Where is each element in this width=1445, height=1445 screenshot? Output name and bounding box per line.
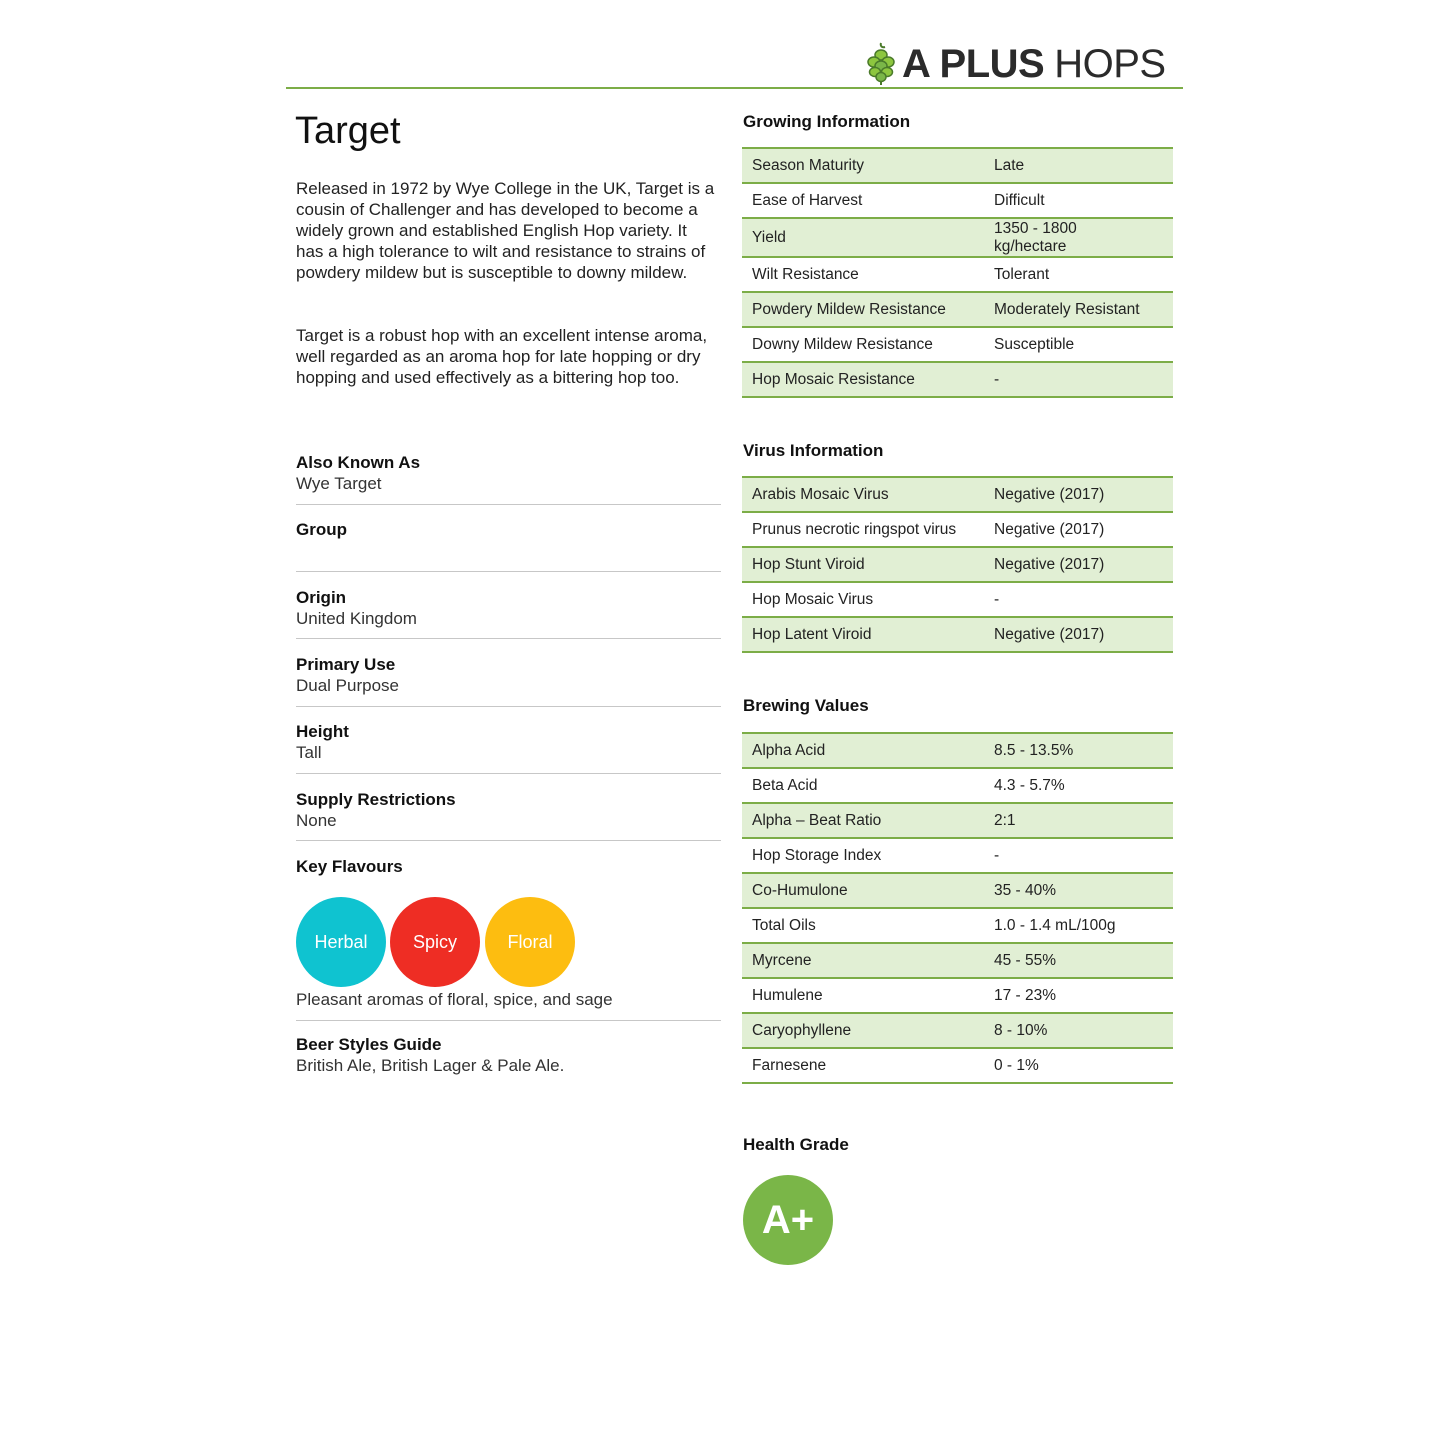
row-value: 4.3 - 5.7% (994, 776, 1065, 794)
row-value: Moderately Resistant (994, 300, 1140, 318)
row-key: Prunus necrotic ringspot virus (752, 520, 957, 538)
brand-logo (864, 38, 1166, 90)
row-value: Difficult (994, 191, 1045, 209)
flavour-note (296, 989, 721, 1010)
flavour-badge-spicy: Spicy (390, 897, 480, 987)
row-key: Powdery Mildew Resistance (752, 300, 946, 318)
table-row (742, 478, 1173, 513)
table-row (742, 874, 1173, 909)
row-value: 2:1 (994, 811, 1016, 829)
flavour-badge-herbal: Herbal (296, 897, 386, 987)
table-row (742, 328, 1173, 363)
table-row (742, 769, 1173, 804)
row-key: Arabis Mosaic Virus (752, 485, 889, 503)
field-label: Also Known As (296, 453, 421, 472)
health-grade-badge: A+ (743, 1175, 833, 1265)
row-value: - (994, 590, 1000, 608)
brewing-values-table (742, 732, 1173, 1084)
table-row (742, 1014, 1173, 1049)
field-label: Beer Styles Guide (296, 1035, 442, 1054)
row-value: Negative (2017) (994, 520, 1105, 538)
field-value: Dual Purpose (296, 676, 400, 695)
table-row (742, 1049, 1173, 1084)
field-value: Tall (296, 743, 322, 762)
field-value: British Ale, British Lager & Pale Ale. (296, 1056, 565, 1075)
field-label: Key Flavours (296, 857, 403, 876)
field-label: Origin (296, 588, 347, 607)
row-key: Co-Humulone (752, 881, 848, 899)
table-row (742, 219, 1173, 258)
field-value: Pleasant aromas of floral, spice, and sage (296, 990, 613, 1009)
description-paragraph-1: Released in 1972 by Wye College in the UK, Target is a cousin of Challenger and has developed to become a widely grown and established English Hop variety. It has a high tolerance to wilt and resistance to strains of powdery mildew but is susceptible to downy mildew. (296, 179, 715, 282)
row-value: Negative (2017) (994, 485, 1105, 503)
row-value: 8.5 - 13.5% (994, 741, 1074, 759)
table-row (742, 363, 1173, 398)
table-row (742, 513, 1173, 548)
table-row (742, 979, 1173, 1014)
group-field (296, 519, 721, 540)
table-row (742, 944, 1173, 979)
table-row (742, 184, 1173, 219)
row-key: Alpha – Beat Ratio (752, 811, 882, 829)
field-divider (296, 638, 721, 639)
beer-styles-field (296, 1034, 721, 1076)
row-value: - (994, 846, 1000, 864)
brand-name-light: HOPS (1054, 41, 1166, 86)
row-key: Beta Acid (752, 776, 818, 794)
primary-use-field (296, 654, 721, 696)
field-value: None (296, 811, 337, 830)
table-row (742, 258, 1173, 293)
brand-name-bold: A PLUS (902, 41, 1045, 86)
row-key: Farnesene (752, 1056, 827, 1074)
row-value: Negative (2017) (994, 625, 1105, 643)
field-label: Group (296, 520, 347, 539)
table-row (742, 909, 1173, 944)
row-value: - (994, 370, 1000, 388)
row-value: 35 - 40% (994, 881, 1057, 899)
row-value: 45 - 55% (994, 951, 1057, 969)
row-key: Hop Mosaic Virus (752, 590, 874, 608)
table-row (742, 734, 1173, 769)
key-flavours-field (296, 856, 721, 877)
hop-cone-icon (864, 41, 898, 87)
field-divider (296, 706, 721, 707)
row-key: Downy Mildew Resistance (752, 335, 933, 353)
table-row (742, 548, 1173, 583)
description-paragraph-2: Target is a robust hop with an excellent intense aroma, well regarded as an aroma hop for late hopping or dry hopping and used effectively as a bittering hop too. (296, 326, 708, 387)
row-key: Humulene (752, 986, 823, 1004)
growing-info-table (742, 147, 1173, 398)
row-key: Hop Latent Viroid (752, 625, 872, 643)
row-key: Myrcene (752, 951, 812, 969)
row-value: Late (994, 156, 1025, 174)
field-divider (296, 1020, 721, 1021)
row-key: Ease of Harvest (752, 191, 863, 209)
field-divider (296, 773, 721, 774)
row-key: Alpha Acid (752, 741, 826, 759)
row-key: Total Oils (752, 916, 816, 934)
also-known-as-field (296, 452, 721, 494)
row-value: Susceptible (994, 335, 1075, 353)
field-label: Height (296, 722, 349, 741)
row-key: Hop Mosaic Resistance (752, 370, 915, 388)
row-key: Hop Storage Index (752, 846, 882, 864)
hop-title: Target (295, 110, 401, 152)
row-value: Negative (2017) (994, 555, 1105, 573)
brewing-values-title: Brewing Values (743, 696, 869, 715)
row-key: Season Maturity (752, 156, 864, 174)
row-value: 0 - 1% (994, 1056, 1039, 1074)
row-value: 1.0 - 1.4 mL/100g (994, 916, 1116, 934)
height-field (296, 721, 721, 763)
growing-info-title: Growing Information (743, 112, 911, 131)
table-row (742, 149, 1173, 184)
row-key: Hop Stunt Viroid (752, 555, 865, 573)
field-value: Wye Target (296, 474, 382, 493)
header-divider (286, 87, 1183, 89)
table-row (742, 618, 1173, 653)
row-value: Tolerant (994, 265, 1050, 283)
row-key: Yield (752, 228, 786, 246)
row-key: Caryophyllene (752, 1021, 852, 1039)
origin-field (296, 587, 721, 629)
row-key: Wilt Resistance (752, 265, 859, 283)
table-row (742, 804, 1173, 839)
health-grade-title: Health Grade (743, 1135, 849, 1154)
virus-info-table (742, 476, 1173, 653)
supply-restrictions-field (296, 789, 721, 831)
field-value: United Kingdom (296, 609, 417, 628)
field-label: Supply Restrictions (296, 790, 456, 809)
field-divider (296, 840, 721, 841)
field-divider (296, 571, 721, 572)
table-row (742, 293, 1173, 328)
table-row (742, 839, 1173, 874)
table-row (742, 583, 1173, 618)
row-value: 8 - 10% (994, 1021, 1048, 1039)
row-value: 17 - 23% (994, 986, 1057, 1004)
flavour-badge-floral: Floral (485, 897, 575, 987)
virus-info-title: Virus Information (743, 441, 884, 460)
row-value: 1350 - 1800 kg/hectare (994, 219, 1077, 255)
field-divider (296, 504, 721, 505)
field-label: Primary Use (296, 655, 396, 674)
